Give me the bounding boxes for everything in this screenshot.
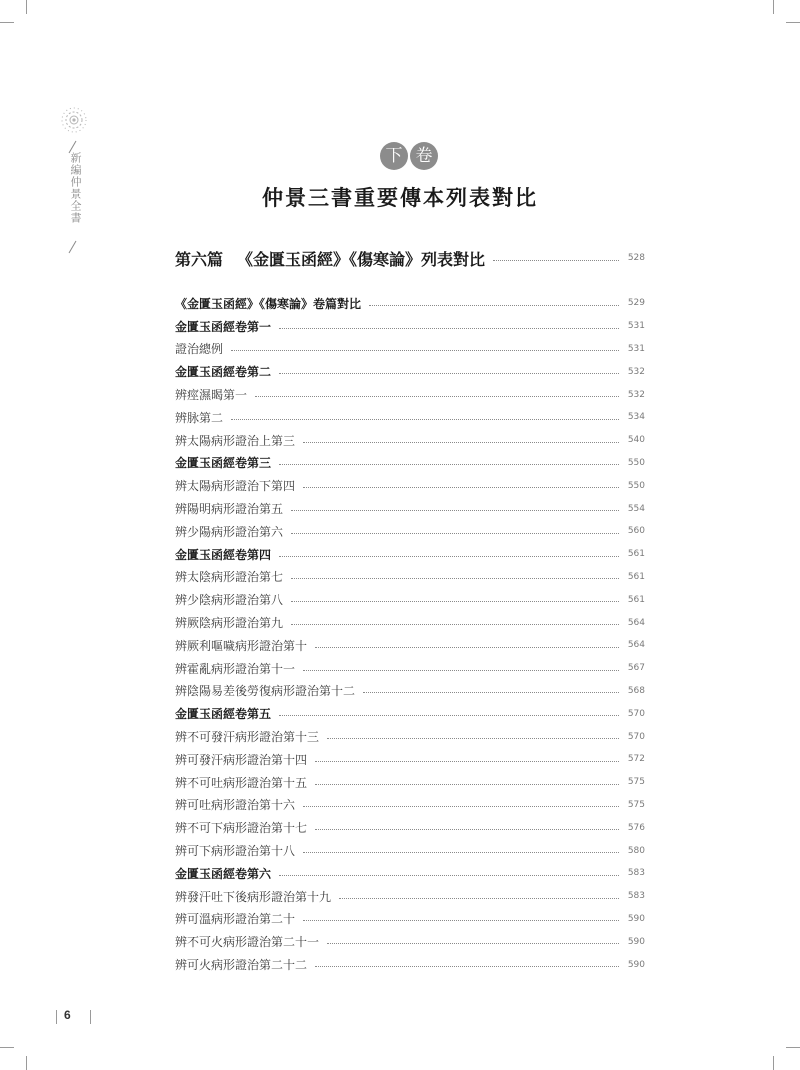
toc-entry-title: 辨痙濕暍第一	[175, 388, 248, 403]
toc-entry-title: 辨可火病形證治第二十二	[175, 958, 308, 972]
toc-entry[interactable]	[175, 474, 645, 497]
toc-entry-page: 561	[627, 571, 645, 582]
toc-volume-entry[interactable]	[175, 292, 645, 315]
toc-entry-title: 金匱玉函經卷第五	[175, 707, 272, 722]
toc-entry-title: 辨少陽病形證治第六	[175, 524, 284, 539]
toc-entry-page: 570	[627, 708, 645, 719]
toc-entry-page: 554	[627, 503, 645, 514]
toc-entry-title: 辨發汗吐下後病形證治第十九	[175, 889, 332, 904]
toc-entry-title: 辨太陽病形證治下第四	[175, 479, 296, 494]
dot-leader	[303, 442, 619, 443]
toc-entry[interactable]	[175, 588, 645, 611]
toc-volume-entry[interactable]	[175, 543, 645, 566]
toc-entry-title: 辨陽明病形證治第五	[175, 502, 284, 517]
dot-leader	[291, 624, 619, 625]
dot-leader	[279, 556, 619, 557]
toc-entry-page: 567	[627, 663, 645, 674]
toc-entry-title: 辨不可吐病形證治第十五	[175, 775, 308, 790]
toc-entry-page: 590	[627, 913, 645, 924]
toc-entry-page: 576	[627, 822, 645, 833]
toc-entry-title: 金匱玉函經卷第四	[175, 547, 272, 562]
dot-leader	[327, 738, 619, 739]
toc-entry[interactable]	[175, 908, 645, 931]
toc-entry-title: 辨脉第二	[175, 410, 224, 425]
part-title: 《金匱玉函經》《傷寒論》列表對比	[237, 249, 486, 269]
toc-entry-title: 辨霍亂病形證治第十一	[175, 661, 296, 676]
volume-badge	[380, 142, 438, 170]
toc-volume-entry[interactable]	[175, 702, 645, 725]
toc-entry[interactable]	[175, 429, 645, 452]
toc-entry[interactable]	[175, 520, 645, 543]
crop-mark	[26, 1056, 27, 1070]
dot-leader	[315, 647, 619, 648]
toc-entry[interactable]	[175, 680, 645, 703]
toc-entry-page: 534	[627, 412, 645, 423]
toc-entry-page: 561	[627, 549, 645, 560]
toc-entry[interactable]	[175, 771, 645, 794]
toc-entry-title: 金匱玉函經卷第一	[175, 319, 272, 334]
dot-leader	[493, 260, 619, 261]
dot-leader	[339, 898, 619, 899]
toc-entry[interactable]	[175, 338, 645, 361]
toc-entry-title: 辨可發汗病形證治第十四	[175, 752, 308, 767]
dot-leader	[255, 396, 619, 397]
toc-entry-page: 583	[627, 891, 645, 902]
toc-entry-page: 550	[627, 480, 645, 491]
toc-entry-page: 580	[627, 845, 645, 856]
toc-entry-page: 531	[627, 343, 645, 354]
toc-entry-title: 辨不可發汗病形證治第十三	[175, 730, 320, 745]
dot-leader	[315, 784, 619, 785]
dot-leader	[303, 487, 619, 488]
crop-mark	[773, 0, 774, 14]
toc-volume-entry[interactable]	[175, 360, 645, 383]
toc-entry[interactable]	[175, 611, 645, 634]
toc-entry-title: 金匱玉函經卷第六	[175, 866, 272, 881]
dot-leader	[291, 578, 619, 579]
dot-leader	[363, 692, 619, 693]
toc-entry-title: 辨厥利嘔噦病形證治第十	[175, 638, 308, 653]
toc-entry-title: 證治總例	[175, 342, 224, 357]
part-heading-row[interactable]	[175, 246, 645, 270]
toc-entry[interactable]	[175, 725, 645, 748]
floral-ornament-icon	[60, 106, 88, 134]
dot-leader	[231, 350, 619, 351]
dot-leader	[291, 533, 619, 534]
toc-entry-title: 《金匱玉函經》《傷寒論》卷篇對比	[175, 296, 362, 311]
toc-entry[interactable]	[175, 566, 645, 589]
toc-entry[interactable]	[175, 748, 645, 771]
toc-entry-page: 561	[627, 594, 645, 605]
toc-entry-page: 560	[627, 526, 645, 537]
series-title: 新編仲景全書	[69, 152, 82, 224]
toc-entry[interactable]	[175, 406, 645, 429]
toc-volume-entry[interactable]	[175, 862, 645, 885]
toc-entry[interactable]	[175, 839, 645, 862]
toc-entry-page: 550	[627, 457, 645, 468]
toc-entry[interactable]	[175, 657, 645, 680]
toc-entry-page: 540	[627, 435, 645, 446]
toc-entry[interactable]	[175, 816, 645, 839]
dot-leader	[279, 464, 619, 465]
toc-entry-page: 532	[627, 389, 645, 400]
crop-mark	[26, 0, 27, 14]
folio-rule	[56, 1010, 57, 1024]
part-page-number: 528	[627, 253, 645, 263]
toc-entry-title: 辨可溫病形證治第二十	[175, 912, 296, 927]
crop-mark	[773, 1056, 774, 1070]
toc-entry[interactable]	[175, 497, 645, 520]
dot-leader	[291, 601, 619, 602]
toc-entry[interactable]	[175, 383, 645, 406]
toc-entry[interactable]	[175, 885, 645, 908]
dot-leader	[303, 920, 619, 921]
toc-entry[interactable]	[175, 953, 645, 976]
dot-leader	[315, 761, 619, 762]
dot-leader	[315, 966, 619, 967]
toc-entry-page: 575	[627, 777, 645, 788]
toc-entry-page: 529	[627, 298, 645, 309]
toc-entry[interactable]	[175, 634, 645, 657]
dot-leader	[303, 806, 619, 807]
toc-entry-page: 575	[627, 799, 645, 810]
toc-entry-page: 564	[627, 617, 645, 628]
volume-badge-char: 下	[380, 142, 408, 170]
toc-entry-page: 564	[627, 640, 645, 651]
table-of-contents	[175, 292, 645, 976]
dot-leader	[291, 510, 619, 511]
toc-entry-page: 532	[627, 366, 645, 377]
toc-entry-page: 531	[627, 321, 645, 332]
dot-leader	[315, 829, 619, 830]
crop-mark	[0, 1047, 14, 1048]
crop-mark	[786, 22, 800, 23]
toc-entry-title: 辨太陽病形證治上第三	[175, 433, 296, 448]
toc-entry[interactable]	[175, 930, 645, 953]
crop-mark	[786, 1047, 800, 1048]
toc-entry-page: 583	[627, 868, 645, 879]
toc-entry-page: 572	[627, 754, 645, 765]
page-title: 仲景三書重要傳本列表對比	[262, 185, 538, 210]
folio-rule	[90, 1010, 91, 1024]
toc-entry-title: 辨陰陽易差後勞復病形證治第十二	[175, 684, 356, 699]
toc-entry-title: 辨可下病形證治第十八	[175, 844, 296, 859]
toc-entry-title: 辨不可下病形證治第十七	[175, 821, 308, 836]
toc-entry[interactable]	[175, 794, 645, 817]
toc-entry-page: 568	[627, 685, 645, 696]
dot-leader	[369, 305, 619, 306]
dot-leader	[279, 715, 619, 716]
toc-entry-title: 辨厥陰病形證治第九	[175, 616, 284, 631]
toc-volume-entry[interactable]	[175, 452, 645, 475]
toc-entry-title: 金匱玉函經卷第三	[175, 456, 272, 471]
dot-leader	[279, 328, 619, 329]
dot-leader	[279, 373, 619, 374]
toc-entry-title: 辨可吐病形證治第十六	[175, 798, 296, 813]
dot-leader	[279, 875, 619, 876]
dot-leader	[303, 670, 619, 671]
toc-entry-page: 590	[627, 936, 645, 947]
slash-decoration	[69, 241, 77, 254]
toc-entry-title: 辨不可火病形證治第二十一	[175, 935, 320, 950]
part-label: 第六篇	[175, 249, 224, 269]
toc-entry-title: 辨少陰病形證治第八	[175, 593, 284, 608]
toc-volume-entry[interactable]	[175, 315, 645, 338]
toc-entry-title: 辨太陰病形證治第七	[175, 570, 284, 585]
dot-leader	[327, 943, 619, 944]
crop-mark	[0, 22, 14, 23]
toc-entry-page: 570	[627, 731, 645, 742]
volume-badge-char: 卷	[410, 142, 438, 170]
dot-leader	[303, 852, 619, 853]
toc-entry-title: 金匱玉函經卷第二	[175, 365, 272, 380]
dot-leader	[231, 419, 619, 420]
page-number: 6	[64, 1008, 71, 1022]
toc-entry-page: 590	[627, 959, 645, 970]
